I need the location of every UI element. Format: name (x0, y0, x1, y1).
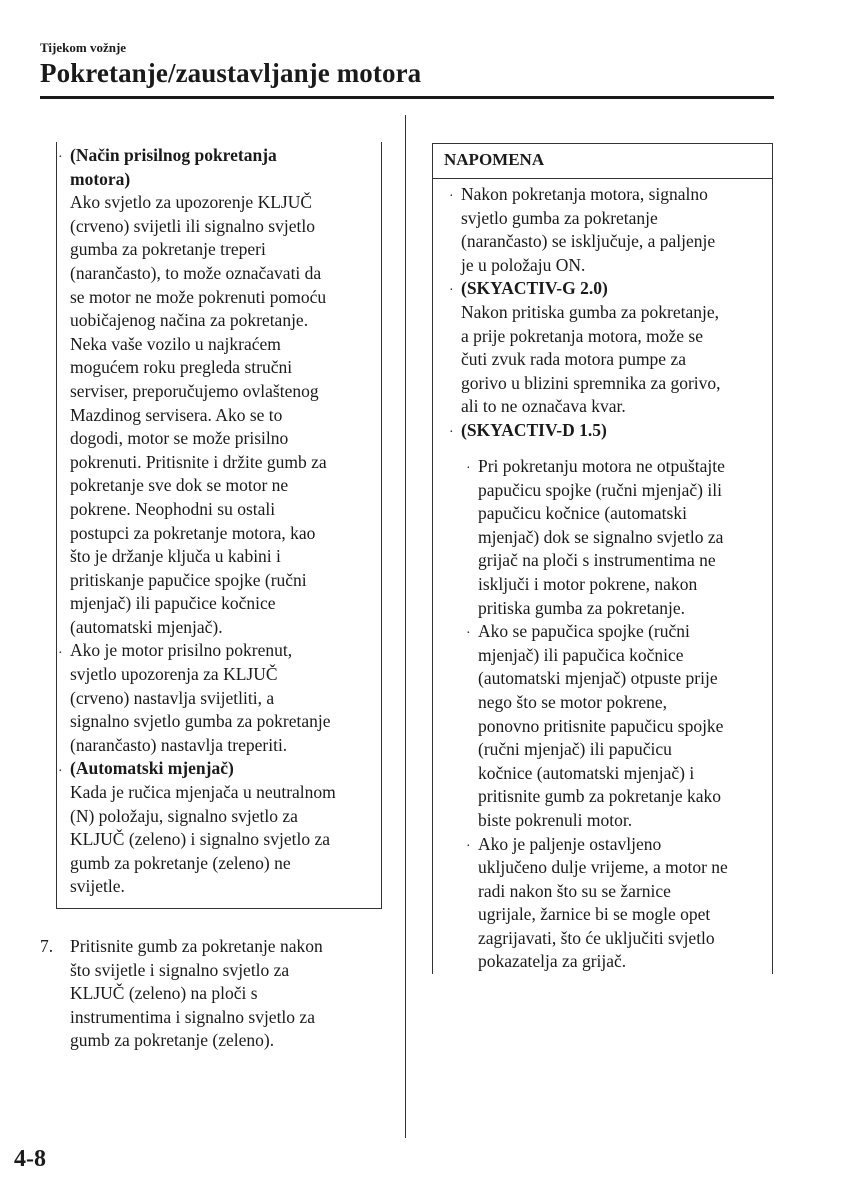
text-line: Ako je motor prisilno pokrenut, (70, 640, 293, 661)
text-line: gumba za pokretanje treperi (70, 239, 266, 260)
text-line: isključi i motor pokrene, nakon (478, 573, 698, 594)
text-line: mjenjač) ili papučice kočnice (70, 593, 276, 614)
text-line: Ako se papučica spojke (ručni (478, 621, 690, 642)
text-line: Pritisnite gumb za pokretanje nakon (70, 936, 323, 956)
text-line: pokrenuti. Pritisnite i držite gumb za (70, 451, 327, 472)
bullet-icon: · (449, 189, 454, 204)
text-line: mjenjač) ili papučica kočnice (478, 644, 684, 665)
left-box-content (58, 144, 380, 899)
text-line: grijač na ploči s instrumentima ne (478, 550, 716, 571)
text-line: (crveno) svijetli ili signalno svjetlo (70, 215, 315, 236)
item-heading-line: (SKYACTIV-G 2.0) (461, 278, 608, 299)
text-line: pokretanje sve dok se motor ne (70, 475, 289, 496)
text-line: pritiskanje papučice spojke (ručni (70, 569, 307, 590)
text-line: dogodi, motor se može prisilno (70, 428, 289, 449)
bullet-icon: · (449, 283, 454, 299)
text-line: uključeno dulje vrijeme, a motor ne (478, 857, 728, 878)
text-line: mogućem roku pregleda stručni (70, 357, 293, 378)
item-heading-line: (Automatski mjenjač) (70, 758, 234, 779)
text-line: zagrijavati, što će uključiti svjetlo (478, 927, 715, 948)
text-line: KLJUČ (zeleno) i signalno svjetlo za (70, 829, 331, 850)
text-line: Ako je paljenje ostavljeno (478, 833, 662, 854)
text-line: svjetlo upozorenja za KLJUČ (70, 664, 278, 685)
text-line: a prije pokretanja motora, može se (461, 325, 703, 346)
text-line: čuti zvuk rada motora pumpe za (461, 349, 686, 370)
text-line: Nakon pokretanja motora, signalno (461, 184, 708, 204)
page-number: 4-8 (14, 1146, 46, 1172)
text-line: Kada je ručica mjenjača u neutralnom (70, 782, 336, 803)
text-line: ali to ne označava kvar. (461, 396, 626, 417)
bullet-icon: · (466, 838, 471, 854)
text-line: biste pokrenuli motor. (478, 809, 633, 830)
bullet-icon: · (58, 150, 63, 165)
text-line: instrumentima i signalno svjetlo za (70, 1006, 315, 1027)
text-line: radi nakon što su se žarnice (478, 880, 671, 901)
text-line: gumb za pokretanje (zeleno) ne (70, 852, 291, 873)
text-line: Nakon pritiska gumba za pokretanje, (461, 301, 720, 322)
text-line: (ručni mjenjač) ili papučicu (478, 739, 672, 760)
note-content (449, 183, 771, 443)
text-line: pritiska gumba za pokretanje. (478, 597, 686, 618)
text-line: (narančasto) se isključuje, a paljenje (461, 231, 716, 252)
text-line: (narančasto), to može označavati da (70, 262, 322, 283)
text-line: ugrijale, žarnice bi se mogle opet (478, 904, 711, 925)
text-line: (automatski mjenjač). (70, 616, 223, 637)
text-line: uobičajenog načina za pokretanje. (70, 310, 309, 331)
text-line: kočnice (automatski mjenjač) i (478, 762, 695, 783)
page-title: Pokretanje/zaustavljanje motora (40, 58, 422, 88)
text-line: nego što se motor pokrene, (478, 691, 668, 712)
text-line: signalno svjetlo gumba za pokretanje (70, 711, 331, 732)
text-line: (crveno) nastavlja svijetliti, a (70, 687, 275, 708)
note-sub-items (466, 455, 773, 974)
text-line: pokrene. Neophodni su ostali (70, 498, 276, 519)
text-line: Neka vaše vozilo u najkraćem (70, 333, 281, 354)
bullet-icon: · (58, 763, 63, 779)
item-heading-line: motora) (70, 168, 131, 189)
title-rule (40, 96, 774, 99)
item-heading-line: (SKYACTIV-D 1.5) (461, 419, 607, 440)
text-line: što je držanje ključa u kabini i (70, 546, 281, 567)
text-line: mjenjač) dok se signalno svjetlo za (478, 526, 724, 547)
column-divider (405, 115, 406, 1138)
item-heading-line: (Način prisilnog pokretanja (70, 145, 277, 165)
text-line: Pri pokretanju motora ne otpuštajte (478, 456, 725, 476)
text-line: ponovno pritisnite papučicu spojke (478, 715, 724, 736)
text-line: Mazdinog servisera. Ako se to (70, 404, 283, 425)
text-line: (automatski mjenjač) otpuste prije (478, 668, 718, 689)
note-header: NAPOMENA (444, 150, 545, 169)
text-line: postupci za pokretanje motora, kao (70, 522, 316, 543)
text-line: gorivo u blizini spremnika za gorivo, (461, 372, 721, 393)
step-7-text (70, 935, 400, 1053)
text-line: je u položaju ON. (461, 254, 586, 275)
bullet-icon: · (58, 645, 63, 661)
text-line: (N) položaju, signalno svjetlo za (70, 805, 298, 826)
text-line: se motor ne može pokrenuti pomoću (70, 286, 327, 307)
text-line: pokazatelja za grijač. (478, 951, 627, 972)
text-line: svijetle. (70, 876, 125, 897)
bullet-icon: · (466, 626, 471, 642)
bullet-icon: · (466, 461, 471, 476)
step-7-number: 7. (40, 936, 54, 956)
text-line: što svijetle i signalno svjetlo za (70, 959, 290, 980)
text-line: gumb za pokretanje (zeleno). (70, 1030, 275, 1051)
text-line: pritisnite gumb za pokretanje kako (478, 786, 721, 807)
section-label: Tijekom vožnje (40, 40, 127, 55)
text-line: KLJUČ (zeleno) na ploči s (70, 983, 258, 1004)
text-line: Ako svjetlo za upozorenje KLJUČ (70, 192, 313, 213)
text-line: (narančasto) nastavlja treperiti. (70, 734, 288, 755)
text-line: papučicu spojke (ručni mjenjač) ili (478, 479, 722, 500)
bullet-icon: · (449, 425, 454, 440)
text-line: svjetlo gumba za pokretanje (461, 207, 658, 228)
text-line: papučicu kočnice (automatski (478, 503, 687, 524)
text-line: serviser, preporučujemo ovlaštenog (70, 380, 319, 401)
